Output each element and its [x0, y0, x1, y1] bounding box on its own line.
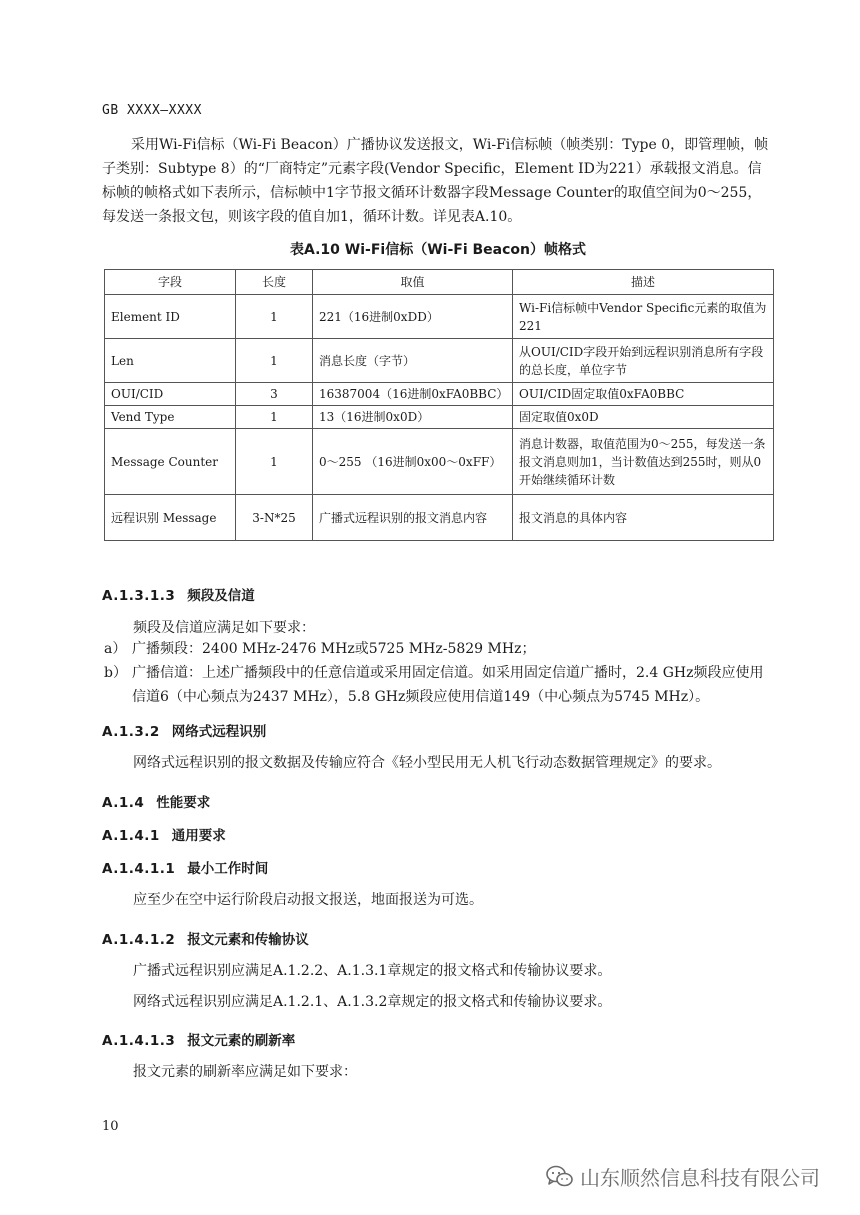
table-cell: 1 — [236, 339, 313, 383]
table-cell: 16387004（16进制0xFA0BBC） — [313, 383, 513, 406]
wechat-icon — [546, 1165, 574, 1189]
page-number: 10 — [102, 1119, 119, 1134]
list-text: 广播频段：2400 MHz-2476 MHz或5725 MHz-5829 MHz； — [132, 641, 536, 657]
watermark-text: 山东顺然信息科技有限公司 — [580, 1166, 820, 1190]
body-text: 网络式远程识别应满足A.1.2.1、A.1.3.2章规定的报文格式和传输协议要求。 — [133, 994, 612, 1010]
intro-paragraph: 采用Wi-Fi信标（Wi-Fi Beacon）广播协议发送报文，Wi-Fi信标帧（帧类别：Type 0，即管理帧，帧子类别：Subtype 8）的“厂商特定”元素字段(Vendor Specific，Element ID为221）承载报文消息。信标帧的帧格式如下表所示，信标帧中1字节报文循环计数器字段Message Counter的取值空间为0～255，每发送一条报文包，则该字段的值自加1，循环计数。详见表A.10。 — [102, 137, 769, 225]
table-row — [105, 429, 774, 495]
table-cell: Wi-Fi信标帧中Vendor Specific元素的取值为221 — [513, 295, 774, 339]
table-cell: Vend Type — [105, 406, 236, 429]
table-caption: 表A.10 Wi-Fi信标（Wi-Fi Beacon）帧格式 — [290, 242, 586, 258]
table-cell: 3-N*25 — [236, 495, 313, 541]
section-heading — [102, 824, 226, 844]
watermark — [546, 1162, 820, 1191]
table-header-cell: 字段 — [105, 270, 236, 295]
body-text: 报文元素的刷新率应满足如下要求： — [133, 1064, 357, 1080]
section-number: A.1.3.1.3 — [102, 588, 176, 604]
list-item — [102, 637, 774, 661]
section-heading — [102, 1029, 295, 1049]
table-cell: 13（16进制0x0D） — [313, 406, 513, 429]
section-title: 最小工作时间 — [187, 861, 269, 877]
section-heading — [102, 928, 309, 948]
table-cell: OUI/CID固定取值0xFA0BBC — [513, 383, 774, 406]
body-text: 频段及信道应满足如下要求： — [133, 620, 315, 636]
table-cell: OUI/CID — [105, 383, 236, 406]
table-cell: 221（16进制0xDD） — [313, 295, 513, 339]
section-number: A.1.4.1.3 — [102, 1033, 176, 1049]
section-heading — [102, 857, 268, 877]
table-header-row — [105, 270, 774, 295]
document-header: GB XXXX—XXXX — [102, 103, 202, 118]
section-title: 报文元素和传输协议 — [187, 932, 309, 948]
section-number: A.1.3.2 — [102, 724, 160, 740]
body-text: 网络式远程识别的报文数据及传输应符合《轻小型民用无人机飞行动态数据管理规定》的要求。 — [133, 755, 721, 771]
section-title: 频段及信道 — [187, 588, 255, 604]
beacon-frame-table — [104, 269, 774, 541]
table-cell: Len — [105, 339, 236, 383]
table-cell: 1 — [236, 429, 313, 495]
body-text: 应至少在空中运行阶段启动报文报送，地面报送为可选。 — [133, 892, 483, 908]
list-marker: a） — [104, 641, 127, 657]
table-row — [105, 495, 774, 541]
section-title: 网络式远程识别 — [171, 724, 267, 740]
section-number: A.1.4.1 — [102, 828, 160, 844]
list-marker: b） — [104, 665, 127, 681]
table-cell: 3 — [236, 383, 313, 406]
table-cell: 1 — [236, 406, 313, 429]
table-cell: 0～255 （16进制0x00～0xFF） — [313, 429, 513, 495]
list-item — [102, 661, 774, 709]
table-row — [105, 339, 774, 383]
section-title: 报文元素的刷新率 — [187, 1033, 296, 1049]
table-row — [105, 383, 774, 406]
section-heading — [102, 584, 255, 604]
table-row — [105, 406, 774, 429]
table-row — [105, 295, 774, 339]
table-cell: Element ID — [105, 295, 236, 339]
table-header-cell: 长度 — [236, 270, 313, 295]
section-title: 性能要求 — [156, 795, 211, 811]
table-cell: 广播式远程识别的报文消息内容 — [313, 495, 513, 541]
section-heading — [102, 720, 266, 740]
table-header-cell: 取值 — [313, 270, 513, 295]
table-cell: 1 — [236, 295, 313, 339]
table-cell: 报文消息的具体内容 — [513, 495, 774, 541]
table-cell: Message Counter — [105, 429, 236, 495]
table-cell: 消息长度（字节） — [313, 339, 513, 383]
table-cell: 消息计数器，取值范围为0～255，每发送一条报文消息则加1，当计数值达到255时，则从0开始继续循环计数 — [513, 429, 774, 495]
section-number: A.1.4.1.2 — [102, 932, 176, 948]
table-cell: 固定取值0x0D — [513, 406, 774, 429]
list-text: 广播信道：上述广播频段中的任意信道或采用固定信道。如采用固定信道广播时，2.4 GHz频段应使用信道6（中心频点为2437 MHz），5.8 GHz频段应使用信道149（中心频点为5745 MHz）。 — [132, 665, 764, 705]
table-header-cell: 描述 — [513, 270, 774, 295]
body-text: 广播式远程识别应满足A.1.2.2、A.1.3.1章规定的报文格式和传输协议要求。 — [133, 963, 612, 979]
section-heading — [102, 791, 210, 811]
section-title: 通用要求 — [171, 828, 226, 844]
section-number: A.1.4.1.1 — [102, 861, 176, 877]
section-number: A.1.4 — [102, 795, 145, 811]
table-cell: 从OUI/CID字段开始到远程识别消息所有字段的总长度，单位字节 — [513, 339, 774, 383]
table-cell: 远程识别 Message — [105, 495, 236, 541]
